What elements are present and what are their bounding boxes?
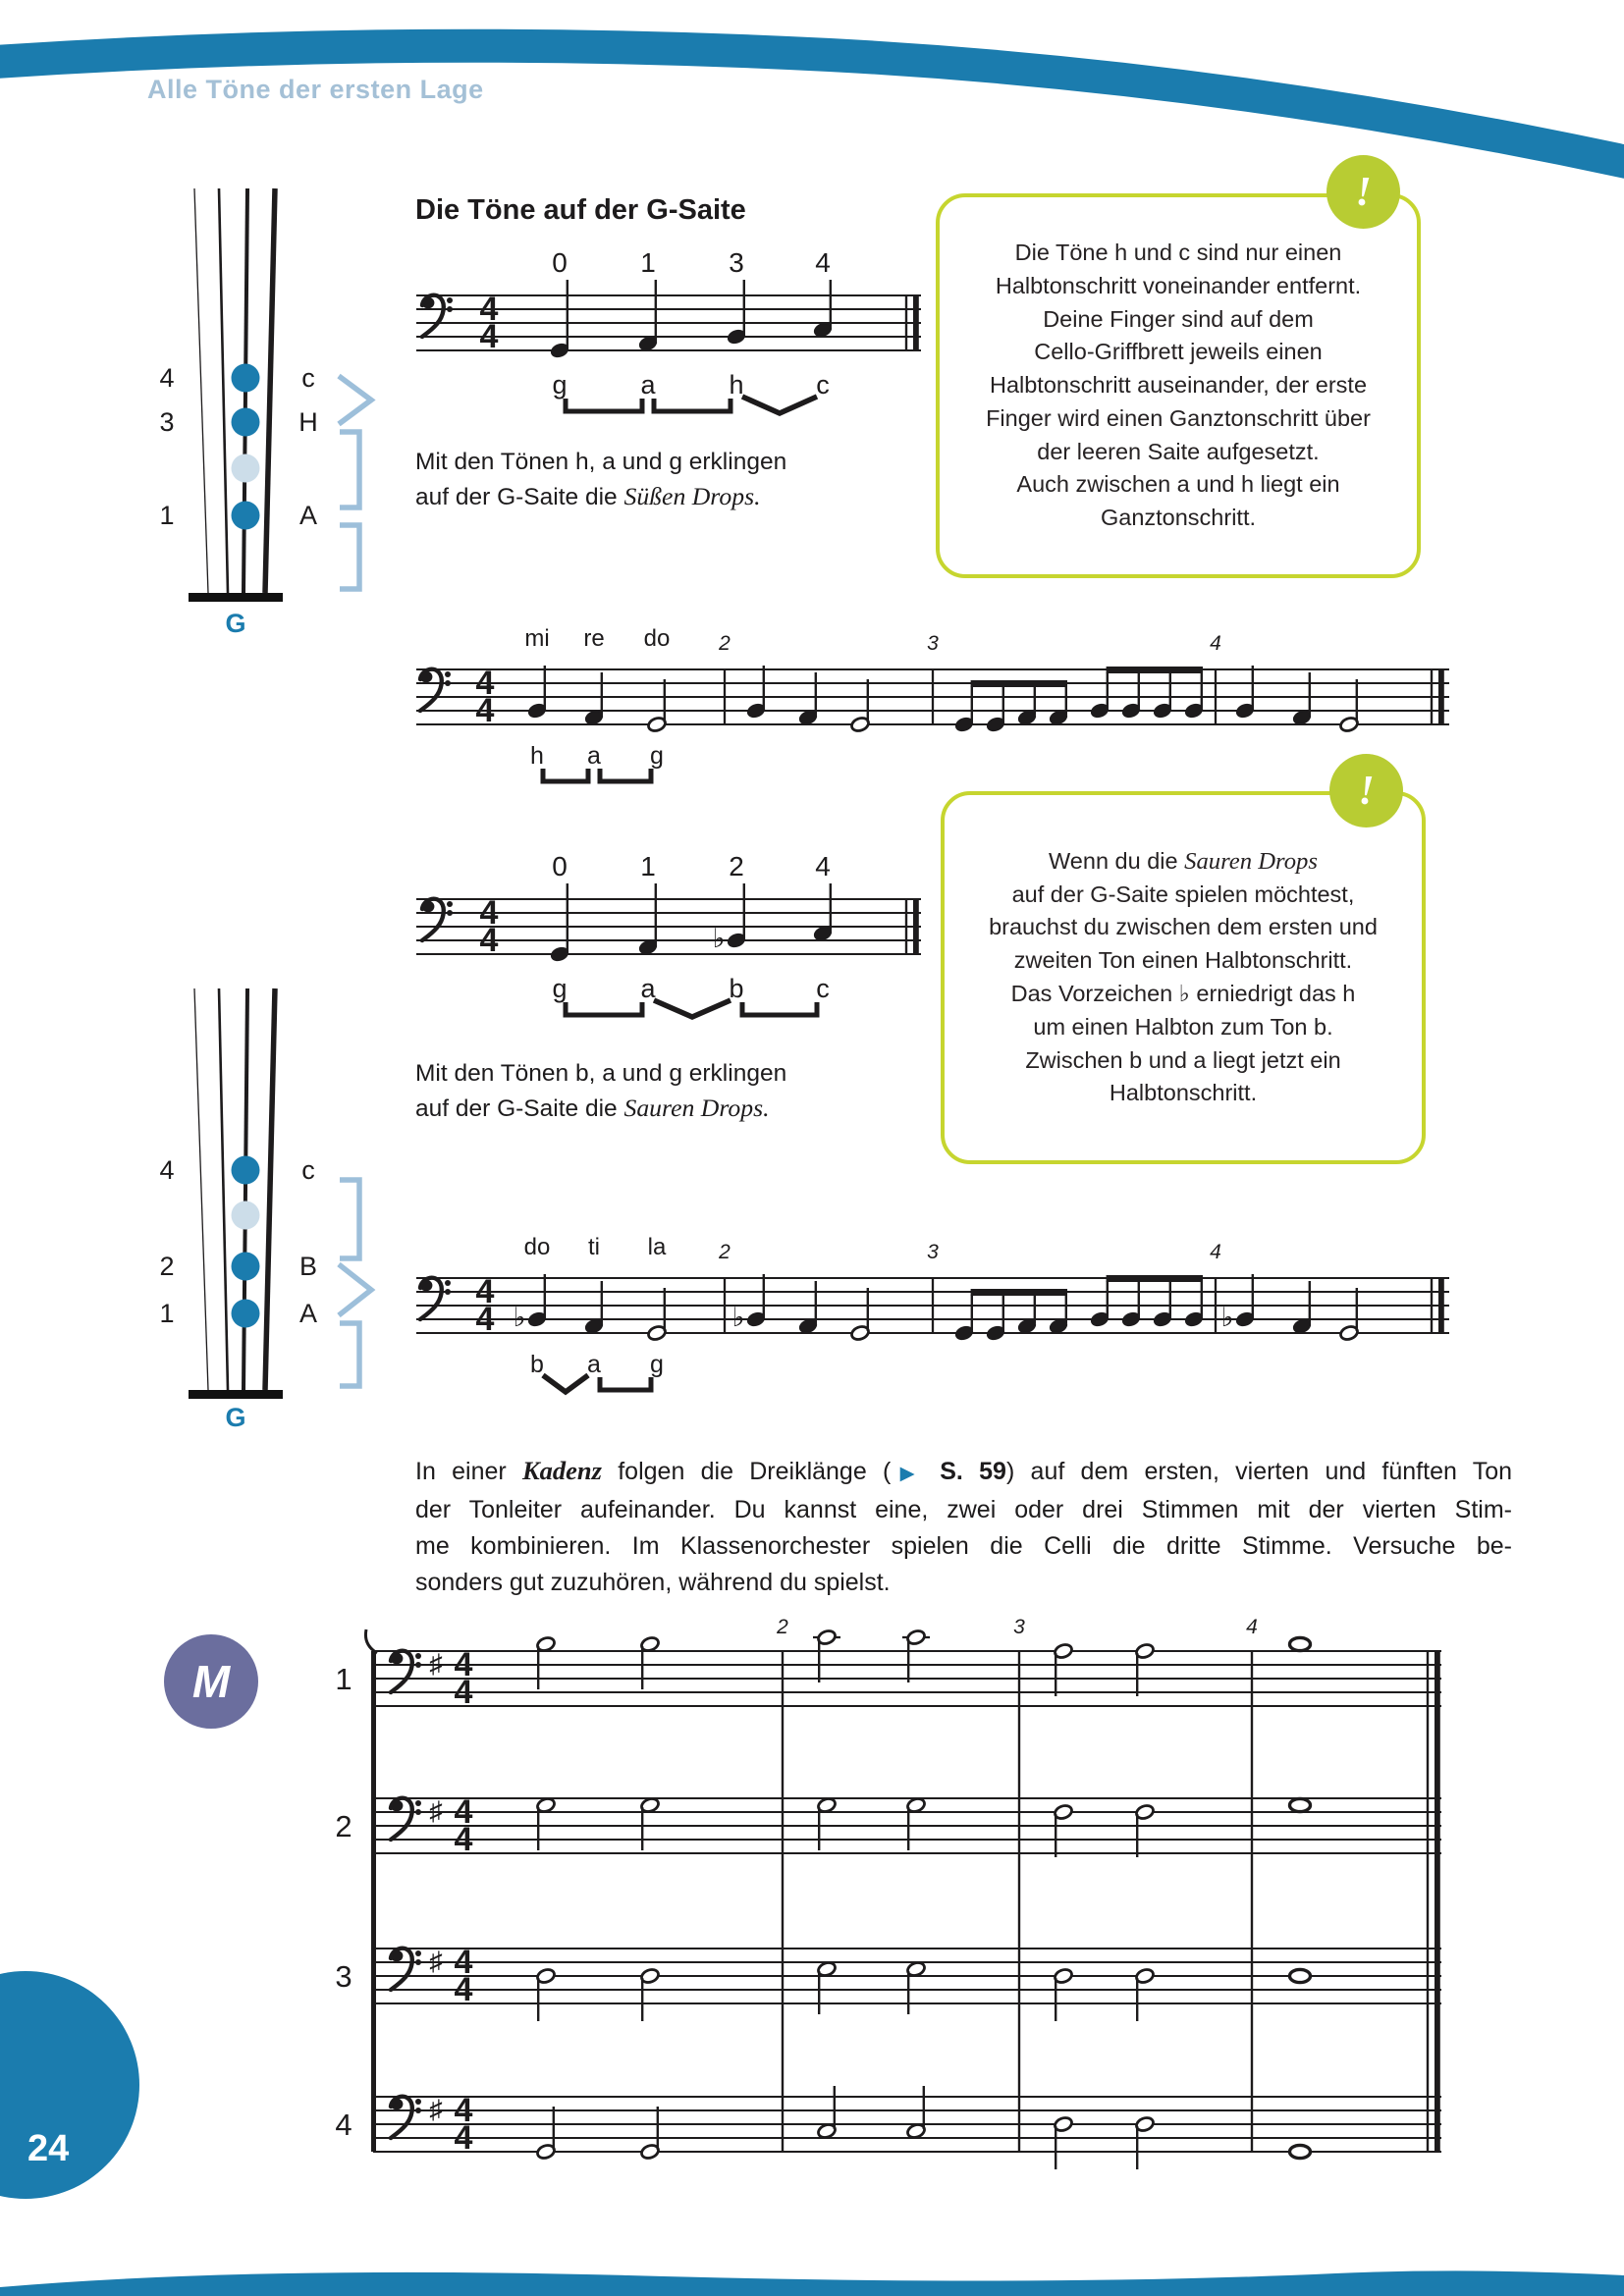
svg-text:3: 3 [729,247,744,278]
text-line: der Tonleiter aufeinander. Du kannst eine, zwei oder drei Stimmen mit der vierten Stim- [415,1496,1512,1523]
svg-text:a: a [587,742,601,770]
svg-text:1: 1 [640,851,656,881]
info-bubble-halbton-text [940,197,1417,574]
svg-text:♭: ♭ [731,1303,745,1332]
fingerboard-diagram-1 [137,177,403,667]
text-line: Halbtonschritt auseinander, der erste [989,372,1368,399]
svg-text:2: 2 [335,1809,352,1843]
svg-text:4: 4 [454,1971,473,2008]
g-string-scale-staff [412,239,933,450]
text-line: Das Vorzeichen ♭ erniedrigt das h [1010,980,1356,1007]
cadence-score [314,1608,1473,2187]
text-line: Wenn du die Sauren Drops [1049,847,1318,875]
svg-text:4: 4 [475,665,495,702]
svg-text:4: 4 [479,922,499,959]
text-line: brauchst du zwischen dem ersten und [989,914,1378,940]
svg-text:4: 4 [479,318,499,355]
svg-text:c: c [816,370,830,400]
svg-text:mi: mi [524,625,550,652]
svg-text:♭: ♭ [513,1303,526,1332]
svg-text:ti: ti [588,1234,600,1260]
info-bubble-sauren [941,791,1426,1164]
svg-text:♯: ♯ [429,1947,443,1976]
svg-text:4: 4 [335,2108,352,2142]
info-bubble-sauren-text [945,795,1422,1160]
sauren-scale-staff [412,842,933,1053]
svg-text:A: A [298,501,318,530]
exclamation-icon: ! [1329,754,1403,828]
kadenz-paragraph [415,1453,1512,1601]
page-header-title: Alle Töne der ersten Lage [147,75,484,104]
text-line: Cello-Griffbrett jeweils einen [1034,339,1323,365]
svg-text:a: a [640,370,656,400]
svg-text:c: c [816,974,830,1003]
text-line: In einer Kadenz folgen die Dreiklänge (▶ S. 59) auf dem ersten, vierten und fünften Ton [415,1456,1512,1485]
svg-text:4: 4 [454,2092,473,2129]
svg-text:♭: ♭ [1220,1303,1234,1332]
text-line: der leeren Saite aufgesetzt. [1037,438,1320,464]
section-heading: Die Töne auf der G-Saite [415,194,746,226]
svg-text:h: h [729,370,744,400]
text-line: Mit den Tönen b, a und g erklingen [415,1060,787,1087]
svg-text:1: 1 [335,1662,352,1696]
svg-text:g: g [650,1351,664,1378]
svg-text:4: 4 [815,247,831,278]
caption-sauren-drops [415,1056,786,1126]
svg-text:2: 2 [159,1252,175,1281]
text-line: Auch zwischen a und h liegt ein [1016,471,1340,498]
svg-text:4: 4 [1210,632,1221,655]
svg-text:3: 3 [927,1241,939,1263]
text-line: auf der G-Saite die Sauren Drops. [415,1094,770,1122]
svg-text:4: 4 [454,1674,473,1711]
svg-text:4: 4 [475,1301,495,1338]
text-line: auf der G-Saite spielen möchtest, [1011,881,1355,907]
svg-text:♯: ♯ [429,1649,443,1679]
svg-text:G: G [225,1403,246,1432]
svg-text:4: 4 [475,692,495,729]
text-line: Halbtonschritt. [1109,1080,1258,1106]
svg-text:♯: ♯ [429,1796,443,1826]
svg-text:4: 4 [454,1821,473,1858]
svg-text:g: g [552,370,568,400]
text-line: Die Töne h und c sind nur einen [1014,239,1342,265]
media-badge: M [164,1634,258,1729]
text-line: Halbtonschritt voneinander entfernt. [995,272,1362,298]
info-bubble-halbton [936,193,1421,578]
svg-text:B: B [298,1252,318,1281]
svg-text:4: 4 [454,1944,473,1981]
svg-text:1: 1 [640,247,656,278]
svg-text:0: 0 [552,851,568,881]
svg-text:3: 3 [159,407,175,437]
svg-text:4: 4 [454,1646,473,1683]
svg-text:b: b [530,1351,544,1378]
svg-text:G: G [225,609,246,638]
svg-text:0: 0 [552,247,568,278]
svg-text:4: 4 [475,1273,495,1310]
text-line: me kombinieren. Im Klassenorchester spielen die Celli die dritte Stimme. Versuche be- [415,1532,1512,1560]
svg-text:2: 2 [719,1241,731,1263]
svg-text:4: 4 [1246,1616,1258,1638]
svg-text:do: do [643,625,671,652]
svg-text:3: 3 [335,1959,352,1994]
svg-text:b: b [729,974,744,1003]
svg-text:A: A [298,1299,318,1328]
svg-text:4: 4 [159,1155,175,1185]
text-line: Ganztonschritt. [1100,505,1257,531]
svg-text:g: g [552,974,568,1003]
svg-text:1: 1 [159,1299,175,1328]
svg-text:do: do [523,1234,551,1260]
svg-text:3: 3 [1013,1616,1025,1638]
svg-text:g: g [650,742,664,770]
svg-text:4: 4 [454,2119,473,2157]
svg-text:la: la [647,1234,667,1260]
text-line: sonders gut zuzuhören, während du spielst. [415,1569,891,1596]
exclamation-icon: ! [1326,155,1400,229]
text-line: Mit den Tönen h, a und g erklingen [415,449,787,475]
svg-text:a: a [640,974,656,1003]
svg-text:H: H [298,407,318,437]
page-number-circle [0,1971,139,2199]
svg-text:2: 2 [729,851,744,881]
svg-text:4: 4 [454,1793,473,1831]
svg-text:2: 2 [777,1616,788,1638]
svg-text:re: re [583,625,605,652]
caption-suesse-drops [415,445,786,514]
svg-text:1: 1 [159,501,175,530]
svg-text:4: 4 [1210,1241,1221,1263]
svg-text:3: 3 [927,632,939,655]
suesse-drops-melody-staff [412,616,1468,811]
svg-text:♯: ♯ [429,2095,443,2124]
fingerboard-diagram-2 [137,977,403,1468]
svg-text:4: 4 [479,291,499,328]
svg-text:4: 4 [815,851,831,881]
svg-text:2: 2 [719,632,731,655]
page-number: 24 [27,2128,70,2169]
svg-text:h: h [530,742,544,770]
svg-text:4: 4 [159,363,175,393]
text-line: um einen Halbton zum Ton b. [1033,1013,1333,1040]
sauren-drops-melody-staff [412,1225,1468,1419]
svg-text:♭: ♭ [712,924,726,953]
footer-wave [0,2248,1624,2296]
text-line: Zwischen b und a liegt jetzt ein [1025,1046,1341,1073]
svg-text:4: 4 [479,894,499,932]
svg-text:a: a [587,1351,601,1378]
text-line: zweiten Ton einen Halbtonschritt. [1013,947,1353,974]
svg-text:c: c [301,363,315,393]
text-line: auf der G-Saite die Süßen Drops. [415,482,761,510]
text-line: Finger wird einen Ganztonschritt über [986,404,1371,431]
text-line: Deine Finger sind auf dem [1043,305,1314,332]
svg-text:c: c [301,1155,315,1185]
